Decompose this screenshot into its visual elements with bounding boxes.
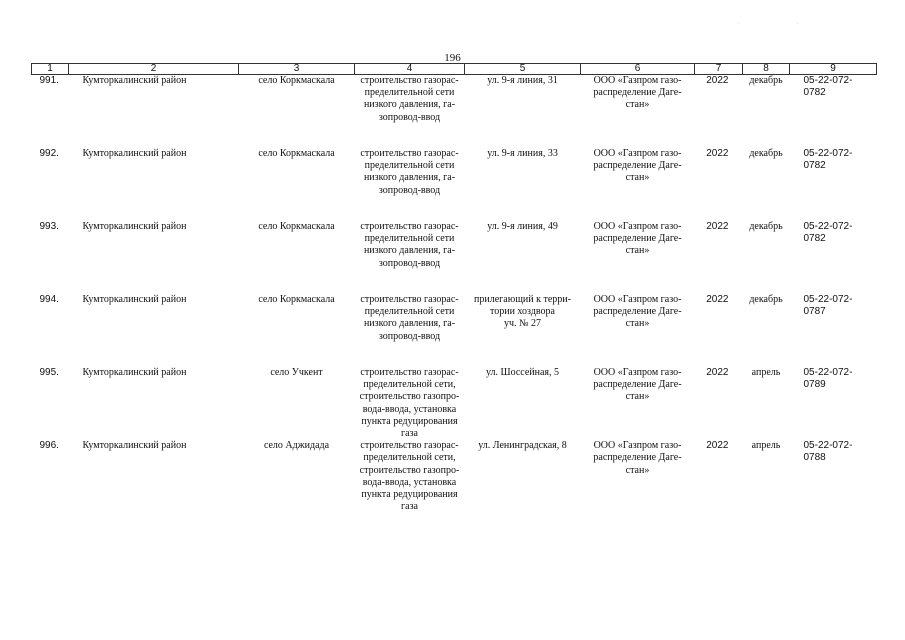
work-description-cell-line: низкого давления, га- [363,172,456,184]
row-number: 996. [39,440,59,452]
district-cell: Кумторкалинский район [82,221,187,232]
work-description-cell-line: пределительной сети [364,160,455,172]
table-row [32,221,877,294]
organization-cell-line: стан» [625,99,650,111]
month-cell: апрель [751,440,781,452]
work-description-cell-line: пределительной сети [364,233,455,245]
district-cell: Кумторкалинский район [82,75,187,86]
work-description-cell-line: строительство газорас- [360,148,459,159]
column-header: 3 [239,63,355,75]
organization-cell [581,75,695,149]
table-row [32,294,877,367]
column-number-row [32,63,877,75]
settlement-cell: село Коркмаскала [258,221,335,232]
table-row [32,148,877,221]
column-header: 9 [790,63,877,75]
organization-cell-line: ООО «Газпром газо- [593,75,682,86]
work-description-cell-line: низкого давления, га- [363,99,456,111]
work-description-cell-line: пределительной сети [364,306,455,318]
organization-cell-line: стан» [625,245,650,257]
work-description-cell-line: низкого давления, га- [363,318,456,330]
address-cell-line: ул. 9-я линия, 33 [487,148,558,159]
address-cell-line: уч. № 27 [503,318,542,330]
month-cell: декабрь [749,148,783,159]
address-cell [465,440,581,513]
work-description-cell-line: строительство газорас- [360,75,459,86]
organization-cell-line: распределение Даге- [593,87,682,99]
address-cell [465,221,581,294]
code-cell: 05-22-072-0789 [803,367,853,391]
settlement-cell: село Аджидада [263,440,330,452]
work-description-cell-line: пределительной сети, [363,379,456,391]
work-description-cell-line: пределительной сети [364,87,455,99]
district-cell: Кумторкалинский район [82,294,187,305]
organization-cell [581,221,695,294]
page-number: 196 [444,52,461,64]
organization-cell [581,367,695,440]
district-cell: Кумторкалинский район [82,148,187,159]
scan-speck: . [797,20,799,26]
address-cell-line: ул. Шоссейная, 5 [485,367,560,378]
address-cell-line: ул. 9-я линия, 31 [487,75,558,86]
work-description-cell-line: пункта редуцирования [361,415,458,427]
code-cell: 05-22-072-0782 [803,148,853,172]
organization-cell-line: распределение Даге- [593,379,682,391]
work-description-cell [355,221,465,294]
scan-speck: . [738,20,740,26]
work-description-cell-line: низкого давления, га- [363,245,456,257]
month-cell: декабрь [749,294,783,305]
code-cell: 05-22-072-0782 [803,221,853,245]
organization-cell-line: стан» [625,464,650,476]
settlement-cell: село Учкент [270,367,323,378]
address-cell [465,367,581,440]
month-cell: декабрь [749,221,783,232]
organization-cell-line: ООО «Газпром газо- [593,294,682,305]
work-description-cell-line: зопровод-ввод [378,257,441,269]
district-cell: Кумторкалинский район [82,440,187,452]
code-cell: 05-22-072-0788 [803,440,853,464]
work-description-cell [355,75,465,149]
organization-cell-line: ООО «Газпром газо- [593,148,682,159]
organization-cell-line: ООО «Газпром газо- [593,367,682,378]
organization-cell-line: распределение Даге- [593,233,682,245]
year-cell: 2022 [706,221,729,232]
year-cell: 2022 [706,367,729,378]
work-description-cell [355,440,465,513]
address-cell [465,75,581,149]
work-description-cell-line: строительство газорас- [360,440,459,452]
year-cell: 2022 [706,440,729,452]
row-number: 994. [39,294,59,305]
settlement-cell: село Коркмаскала [258,294,335,305]
address-cell-line: ул. 9-я линия, 49 [487,221,558,232]
organization-cell-line: стан» [625,172,650,184]
organization-cell-line: распределение Даге- [593,306,682,318]
address-cell [465,148,581,221]
register-table [31,63,877,513]
work-description-cell [355,294,465,367]
organization-cell-line: распределение Даге- [593,452,682,464]
column-header: 7 [695,63,743,75]
work-description-cell-line: строительство газопро- [359,464,460,476]
organization-cell-line: ООО «Газпром газо- [593,221,682,232]
work-description-cell-line: пункта редуцирования [361,489,458,501]
organization-cell-line: ООО «Газпром газо- [593,440,682,452]
work-description-cell-line: газа [401,501,418,513]
settlement-cell: село Коркмаскала [258,75,335,86]
month-cell: апрель [751,367,781,378]
row-number: 993. [39,221,59,232]
work-description-cell [355,148,465,221]
organization-cell-line: стан» [625,391,650,403]
year-cell: 2022 [706,148,729,159]
column-header: 8 [743,63,790,75]
year-cell: 2022 [706,75,729,86]
work-description-cell-line: пределительной сети, [363,452,456,464]
code-cell: 05-22-072-0782 [803,75,853,99]
row-number: 995. [39,367,59,378]
code-cell: 05-22-072-0787 [803,294,853,318]
work-description-cell-line: зопровод-ввод [378,184,441,196]
year-cell: 2022 [706,294,729,305]
month-cell: декабрь [749,75,783,86]
organization-cell [581,148,695,221]
column-header: 2 [69,63,239,75]
row-number: 991. [39,75,59,86]
work-description-cell-line: строительство газорас- [360,294,459,305]
work-description-cell-line: строительство газопро- [359,391,460,403]
work-description-cell-line: строительство газорас- [360,221,459,232]
column-header: 6 [581,63,695,75]
settlement-cell: село Коркмаскала [258,148,335,159]
address-cell [465,294,581,367]
work-description-cell-line: газа [401,428,418,440]
column-header: 1 [32,63,69,75]
address-cell-line: ул. Ленинградская, 8 [478,440,567,452]
organization-cell [581,294,695,367]
organization-cell-line: распределение Даге- [593,160,682,172]
work-description-cell-line: зопровод-ввод [378,111,441,123]
column-header: 4 [355,63,465,75]
row-number: 992. [39,148,59,159]
organization-cell [581,440,695,513]
table-row [32,367,877,440]
column-header: 5 [465,63,581,75]
address-cell-line: тории хоздвора [489,306,555,318]
district-cell: Кумторкалинский район [82,367,187,378]
work-description-cell-line: вода-ввода, установка [362,476,457,488]
organization-cell-line: стан» [625,318,650,330]
work-description-cell [355,367,465,440]
work-description-cell-line: вода-ввода, установка [362,403,457,415]
table-row [32,75,877,149]
work-description-cell-line: зопровод-ввод [378,330,441,342]
work-description-cell-line: строительство газорас- [360,367,459,378]
table-row [32,440,877,513]
address-cell-line: прилегающий к терри- [474,294,571,305]
